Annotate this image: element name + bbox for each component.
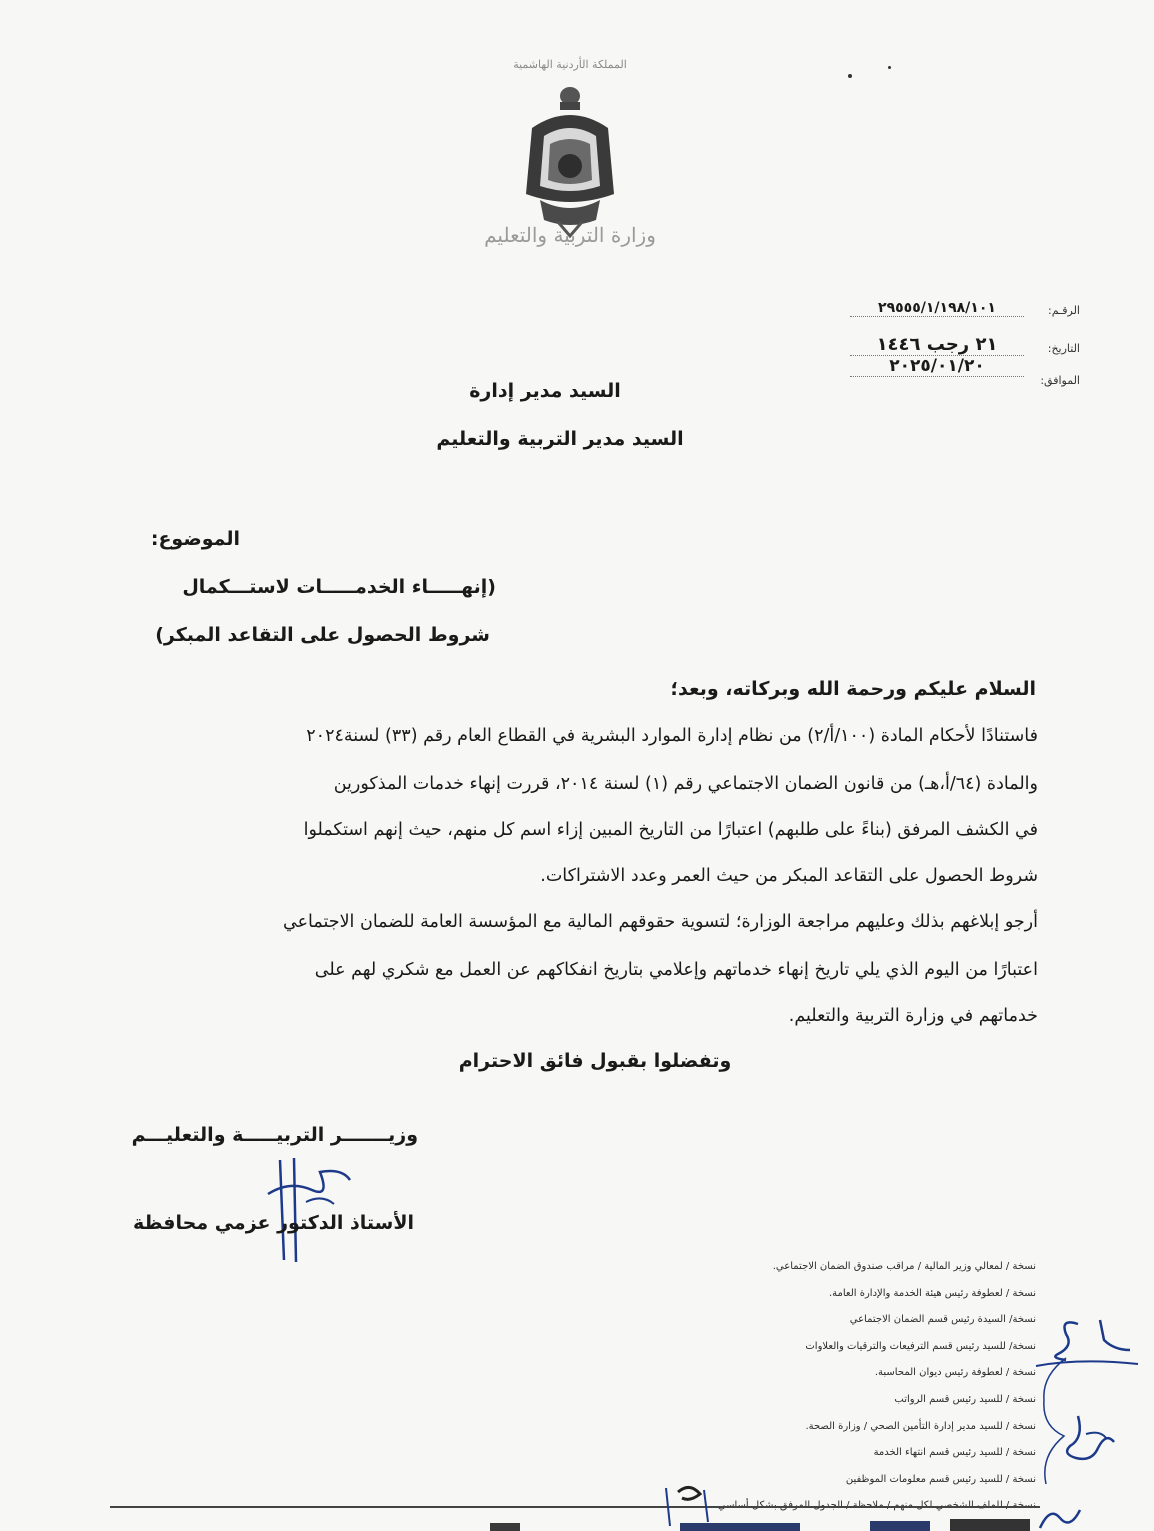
copy-item: نسخة / لعطوفة رئيس ديوان المحاسبة. bbox=[874, 1367, 1036, 1379]
body-line: شروط الحصول على التقاعد المبكر من حيث العمر وعدد الاشتراكات. bbox=[540, 866, 1038, 886]
copy-item: نسخة / للملف الشخصي لكل منهم / ملاحظة / الجدول المرفق بشكل أساسي. bbox=[714, 1500, 1036, 1512]
subject-line-1: (إنهـــــاء الخدمـــــات لاستـــكمال bbox=[182, 576, 496, 598]
handwritten-initials-icon bbox=[1030, 1310, 1140, 1370]
scan-speck bbox=[888, 66, 891, 69]
subject-line-2: شروط الحصول على التقاعد المبكر) bbox=[155, 624, 490, 646]
body-line: خدماتهم في وزارة التربية والتعليم. bbox=[788, 1006, 1038, 1026]
copy-item: نسخة/ للسيد رئيس قسم الترفيعات والترقيات والعلاوات bbox=[805, 1340, 1036, 1352]
footer-cutoff-text-icon bbox=[480, 1515, 1040, 1531]
gregorian-date-row bbox=[840, 356, 1080, 406]
scan-speck bbox=[848, 74, 852, 78]
hijri-date-label: التاريخ: bbox=[1047, 342, 1080, 355]
coat-of-arms-icon bbox=[510, 84, 630, 244]
reference-number-row bbox=[840, 298, 1080, 334]
copy-item: نسخة/ السيدة رئيس قسم الضمان الاجتماعي bbox=[849, 1314, 1036, 1326]
copy-item: نسخة / للسيد رئيس قسم معلومات الموظفين bbox=[845, 1473, 1036, 1485]
copy-item: نسخة / للسيد مدير إدارة التأمين الصحي / وزارة الصحة. bbox=[805, 1420, 1036, 1432]
subject-label: الموضوع: bbox=[150, 528, 240, 550]
body-line: أرجو إبلاغهم بذلك وعليهم مراجعة الوزارة؛ لتسوية حقوقهم المالية مع المؤسسة العامة للضمان الاجتماعي bbox=[283, 912, 1038, 932]
reference-block bbox=[840, 298, 1080, 406]
reference-number-value: ٢٩٥٥٥/١/١٩٨/١٠١ bbox=[850, 300, 1024, 317]
body-line: اعتبارًا من اليوم الذي يلي تاريخ إنهاء خدماتهم وإعلامي بتاريخ انفكاكهم عن العمل مع شكري لهم على bbox=[314, 960, 1038, 980]
copy-item: نسخة / للسيد رئيس قسم انتهاء الخدمة bbox=[873, 1447, 1036, 1459]
signature-icon bbox=[250, 1150, 370, 1270]
footer-rule bbox=[110, 1506, 1040, 1508]
kingdom-calligraphy: المملكة الأردنية الهاشمية bbox=[513, 58, 627, 71]
body-line: فاستنادًا لأحكام المادة (١٠٠/أ/٢) من نظام إدارة الموارد البشرية في القطاع العام رقم (٣٣) لسنة٢٠٢٤ bbox=[306, 726, 1038, 746]
gregorian-date-label: الموافق: bbox=[1040, 374, 1080, 387]
recipient-line-2: السيد مدير التربية والتعليم bbox=[436, 428, 684, 450]
greeting: السلام عليكم ورحمة الله وبركاته، وبعد؛ bbox=[670, 678, 1036, 700]
ministry-calligraphy: وزارة التربية والتعليم bbox=[484, 223, 656, 247]
copy-item: نسخة / لمعالي وزير المالية / مراقب صندوق الضمان الاجتماعي. bbox=[772, 1261, 1036, 1272]
gregorian-date-value: ٢٠٢٥/٠١/٢٠ bbox=[850, 356, 1024, 377]
minister-title: وزيـــــــر التربيـــــة والتعليـــم bbox=[131, 1124, 418, 1146]
body-line: في الكشف المرفق (بناءً على طلبهم) اعتبارًا من التاريخ المبين إزاء اسم كل منهم، حيث إنهم استكملوا bbox=[303, 820, 1038, 840]
handwritten-initials-icon bbox=[1040, 1408, 1130, 1478]
minister-name: الأستاذ الدكتور عزمي محافظة bbox=[133, 1212, 414, 1234]
letterhead bbox=[470, 48, 670, 268]
hijri-date-value: ٢١ رجب ١٤٤٦ bbox=[850, 334, 1024, 356]
reference-number-label: الرقـم: bbox=[1048, 304, 1080, 317]
copy-item: نسخة / للسيد رئيس قسم الرواتب bbox=[894, 1393, 1036, 1405]
copies-list bbox=[516, 1254, 1036, 1520]
closing-line: وتفضلوا بقبول فائق الاحترام bbox=[458, 1050, 732, 1072]
recipient-line-1: السيد مدير إدارة bbox=[469, 380, 621, 402]
body-line: والمادة (٦٤/أ،هـ) من قانون الضمان الاجتماعي رقم (١) لسنة ٢٠١٤، قررت إنهاء خدمات المذكورين bbox=[333, 774, 1038, 794]
copy-item: نسخة / لعطوفة رئيس هيئة الخدمة والإدارة العامة. bbox=[828, 1287, 1036, 1299]
